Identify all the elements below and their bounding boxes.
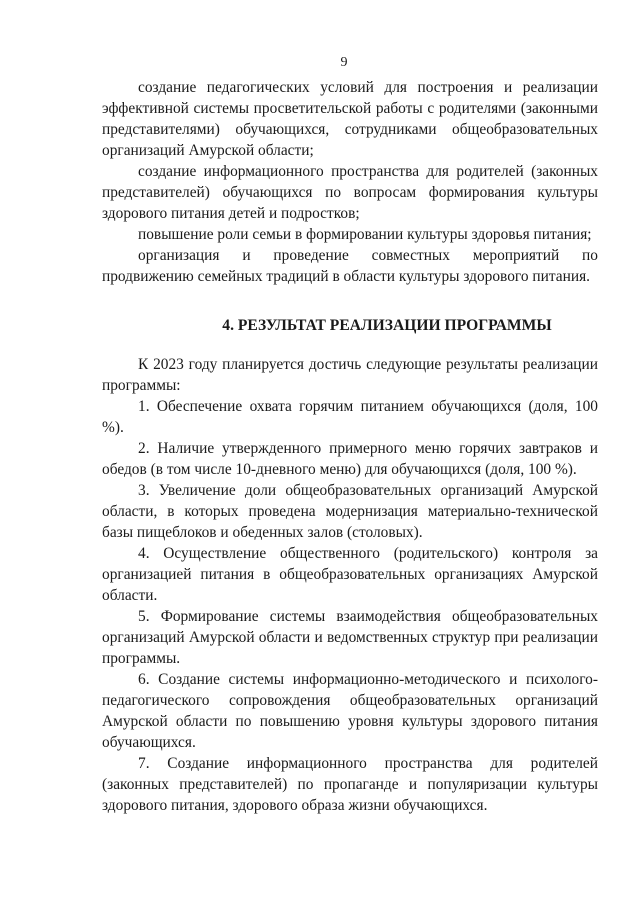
result-item-7: 7. Создание информационного пространства для родителей (законных представителей) по пропаганде и популяризации культуры здорового питания, здорового образа жизни обучающихся. — [102, 755, 598, 814]
result-item-4: 4. Осуществление общественного (родительского) контроля за организацией питания в общеобразовательных организациях Амурской области. — [102, 545, 598, 604]
paragraph-goal-1: создание педагогических условий для построения и реализации эффективной системы просветительской работы с родителями (законными представителями) обучающихся, сотрудниками общеобразовательных организаций Амурской области; — [102, 79, 598, 159]
page-number: 9 — [340, 55, 348, 70]
results-intro: К 2023 году планируется достичь следующие результаты реализации программы: — [102, 356, 598, 394]
result-item-6: 6. Создание системы информационно-методического и психолого-педагогического сопровождения общеобразовательных организаций Амурской области по повышению уровня культуры здорового питания обучающихся. — [102, 671, 598, 751]
paragraph-goal-3: повышение роли семьи в формировании культуры здоровья питания; — [138, 226, 592, 243]
paragraph-goal-4: организация и проведение совместных мероприятий по продвижению семейных традиций в области культуры здорового питания. — [102, 247, 598, 285]
section-heading: 4. РЕЗУЛЬТАТ РЕАЛИЗАЦИИ ПРОГРАММЫ — [222, 317, 552, 334]
result-item-5: 5. Формирование системы взаимодействия общеобразовательных организаций Амурской области и ведомственных структур при реализации программы. — [102, 608, 598, 667]
result-item-1: 1. Обеспечение охвата горячим питанием обучающихся (доля, 100 %). — [102, 398, 598, 436]
result-item-3: 3. Увеличение доли общеобразовательных организаций Амурской области, в которых проведена модернизация материально-технической базы пищеблоков и обеденных залов (столовых). — [102, 482, 598, 541]
paragraph-goal-2: создание информационного пространства для родителей (законных представителей) обучающихся по вопросам формирования культуры здорового питания детей и подростков; — [102, 163, 598, 222]
document-body — [102, 77, 598, 816]
result-item-2: 2. Наличие утвержденного примерного меню горячих завтраков и обедов (в том числе 10-дневного меню) для обучающихся (доля, 100 %). — [102, 440, 598, 478]
